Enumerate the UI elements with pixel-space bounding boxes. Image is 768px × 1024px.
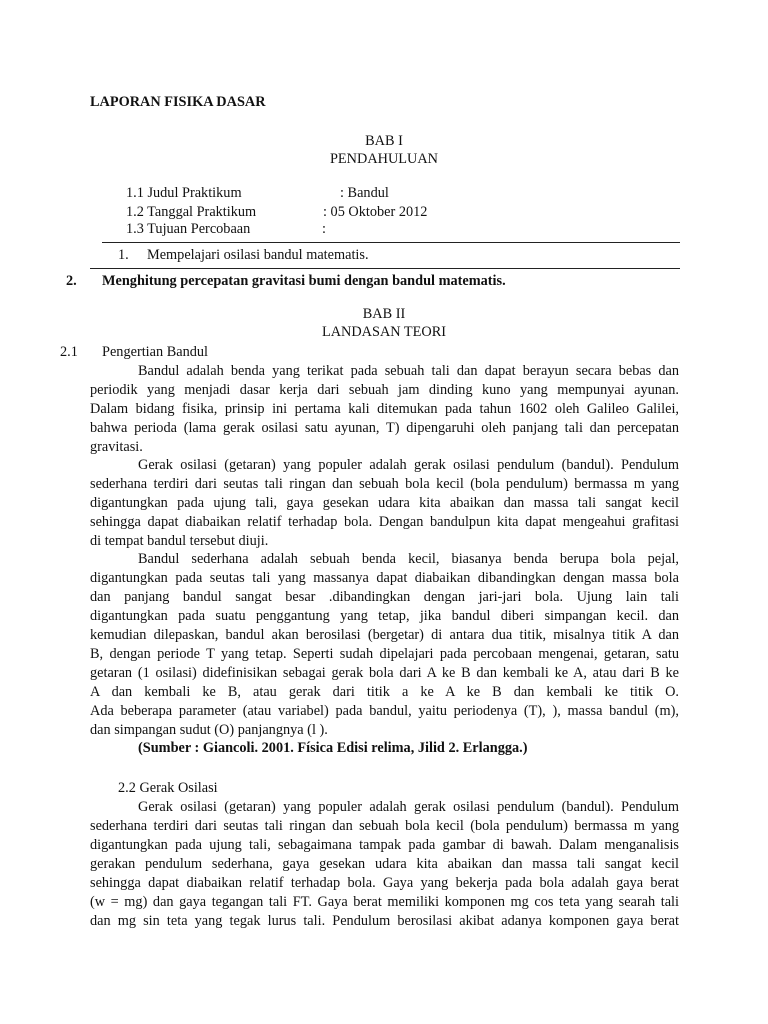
bab1-name: PENDAHULUAN: [329, 151, 438, 167]
bab2-label: BAB II: [362, 306, 406, 322]
paragraph-2: [90, 456, 679, 551]
paragraph-3: [90, 550, 679, 740]
paragraph-4-line: sederhana terdiri dari seutas tali ringan dan sebuah bola kecil (bola pendulum) bermassa m yang: [90, 818, 679, 834]
paragraph-4-line: gerakan pendulum sederhana, gaya gesekan udara kita abaikan dan massa tali sangat kecil: [90, 856, 679, 872]
info-label-judul: 1.1 Judul Praktikum: [126, 185, 242, 201]
paragraph-4-line: dan mg sin teta yang tegak lurus tali. Pendulum berosilasi akibat adanya komponen gaya berat: [90, 913, 679, 929]
bab2-name: LANDASAN TEORI: [321, 324, 447, 340]
section-2-1-number: 2.1: [60, 344, 78, 360]
paragraph-3-line: digantungkan pada suatu penggantung yang tetap, jika bandul diberi simpangan kecil. dan: [90, 608, 679, 624]
goal-1-number: 1.: [118, 247, 129, 263]
section-2-2-title: 2.2 Gerak Osilasi: [118, 780, 218, 796]
paragraph-2-line: di tempat bandul tersebut diuji.: [90, 533, 269, 549]
paragraph-4: [90, 798, 679, 931]
paragraph-2-line: sehingga dapat diabaikan relatif terhadap bola. Dengan bandulpun kita dapat mengeahui grafitasi: [90, 514, 679, 530]
paragraph-3-line: getaran (1 osilasi) didefinisikan sebagai gerak bola dari A ke B dan kembali ke A, atau dari B ke: [90, 665, 679, 681]
paragraph-4-line: Gerak osilasi (getaran) yang populer adalah gerak osilasi pendulum (bandul). Pendulum: [138, 799, 679, 815]
section-2-1-title: Pengertian Bandul: [102, 344, 209, 360]
paragraph-3-line: B, dengan periode T yang tetap. Seperti sudah dipelajari pada percobaan mengenai, getaran, satu: [90, 646, 679, 662]
paragraph-2-line: Gerak osilasi (getaran) yang populer adalah gerak osilasi pendulum (bandul). Pendulum: [138, 457, 679, 473]
info-value-tujuan: :: [322, 221, 326, 237]
paragraph-3-line: Ada beberapa parameter (atau variabel) pada bandul, yaitu periodenya (T), ), massa bandul (m),: [90, 703, 679, 719]
paragraph-4-line: (w = mg) dan gaya tegangan tali FT. Gaya berat memiliki komponen mg cos teta yang searah tali: [90, 894, 679, 910]
paragraph-4-line: sehingga dapat diabaikan relatif terhadap bola. Gaya yang bekerja pada bola adalah gaya berat: [90, 875, 679, 891]
paragraph-2-line: sederhana terdiri dari seutas tali ringan dan sebuah bola kecil (bola pendulum) bermassa m yang: [90, 476, 679, 492]
info-label-tanggal: 1.2 Tanggal Praktikum: [126, 204, 257, 220]
goal-1-text: Mempelajari osilasi bandul matematis.: [147, 247, 369, 263]
info-value-judul: : Bandul: [340, 185, 389, 201]
info-label-tujuan: 1.3 Tujuan Percobaan: [126, 221, 251, 237]
paragraph-3-line: dan panjang bandul sangat besar .dibandingkan dengan jari-jari bola. Ujung lain tali: [90, 589, 679, 605]
paragraph-3-line: dan simpangan sudut (O) panjangnya (l ).: [90, 722, 328, 738]
paragraph-1-line: gravitasi.: [90, 439, 143, 455]
paragraph-1-line: bahwa perioda (lama gerak osilasi satu ayunan, T) dipengaruhi oleh panjang tali dan percepatan: [90, 420, 679, 436]
divider-top: [102, 242, 680, 243]
paragraph-2-line: digantungkan pada ujung tali, gaya gesekan udara kita abaikan dan massa tali sangat kecil: [90, 495, 679, 511]
divider-bottom: [90, 268, 680, 269]
source-citation: (Sumber : Giancoli. 2001. Física Edisi relima, Jilid 2. Erlangga.): [138, 740, 528, 756]
bab1-label: BAB I: [365, 133, 403, 149]
report-title: LAPORAN FISIKA DASAR: [90, 94, 266, 110]
paragraph-1-line: Dalam bidang fisika, prinsip ini pertama kali ditemukan pada tahun 1602 oleh Galileo Galilei,: [90, 401, 679, 417]
paragraph-1-line: periodik yang menjadi dasar kerja dari sebuah jam dinding kuno yang mempunyai ayunan.: [90, 382, 679, 398]
paragraph-1-line: Bandul adalah benda yang terikat pada sebuah tali dan dapat berayun secara bebas dan: [138, 363, 679, 379]
paragraph-3-line: digantungkan pada seutas tali yang massanya dapat diabaikan dibandingkan dengan massa bola: [90, 570, 679, 586]
info-value-tanggal: : 05 Oktober 2012: [323, 204, 428, 220]
goal-2-text: Menghitung percepatan gravitasi bumi dengan bandul matematis.: [102, 273, 506, 289]
paragraph-4-line: digantungkan pada ujung tali, sebagaimana tampak pada gambar di bawah. Dalam menganalisis: [90, 837, 679, 853]
goal-2-number: 2.: [66, 273, 77, 289]
paragraph-3-line: A dan kembali ke B, atau gerak dari titik a ke A ke B dan kembali ke titik O.: [90, 684, 679, 700]
paragraph-3-line: kemudian dilepaskan, bandul akan berosilasi (bergetar) di antara dua titik, misalnya titik A dan: [90, 627, 679, 643]
paragraph-1: [90, 362, 679, 457]
paragraph-3-line: Bandul sederhana adalah sebuah benda kecil, biasanya benda berupa bola pejal,: [138, 551, 679, 567]
